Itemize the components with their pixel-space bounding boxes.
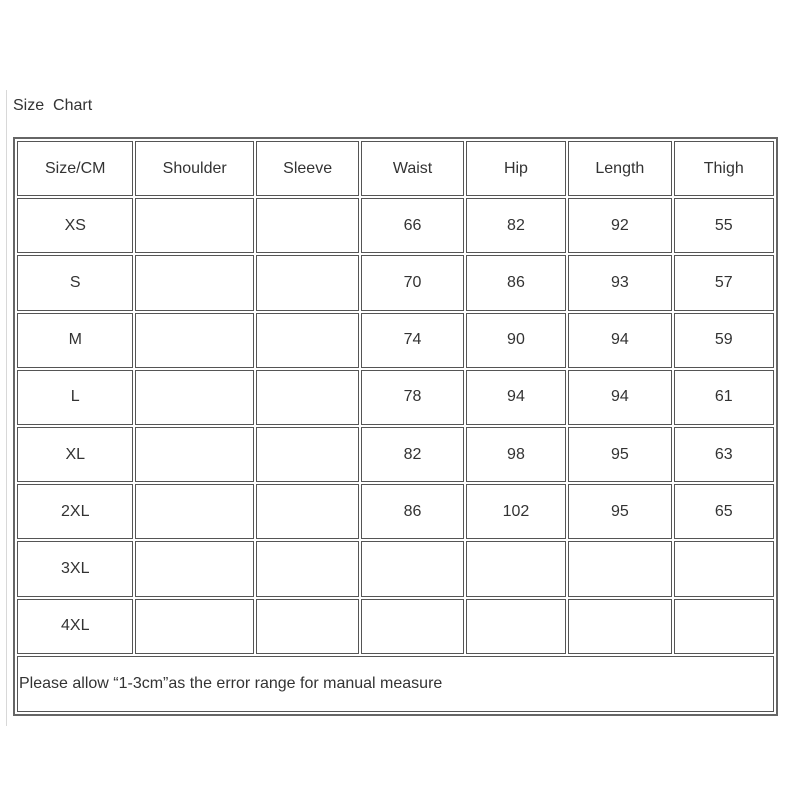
table-cell (135, 541, 253, 596)
table-row (17, 313, 774, 368)
column-header: Waist (361, 141, 463, 196)
table-cell (135, 313, 253, 368)
column-header: Length (568, 141, 671, 196)
table-cell: 90 (466, 313, 566, 368)
table-cell (135, 198, 253, 253)
table-cell: XS (17, 198, 133, 253)
table-cell: 78 (361, 370, 463, 425)
measurement-note: Please allow “1-3cm”as the error range for manual measure (17, 656, 774, 712)
table-cell: 94 (568, 313, 671, 368)
table-cell (466, 541, 566, 596)
left-divider (6, 90, 7, 726)
table-cell: L (17, 370, 133, 425)
column-header: Sleeve (256, 141, 359, 196)
table-cell: M (17, 313, 133, 368)
table-cell (361, 599, 463, 654)
table-cell (135, 484, 253, 539)
table-cell: XL (17, 427, 133, 482)
table-cell (135, 599, 253, 654)
table-row (17, 198, 774, 253)
table-cell (256, 427, 359, 482)
table-cell (256, 255, 359, 310)
page-title: Size Chart (13, 97, 93, 114)
table-cell: 57 (674, 255, 774, 310)
table-cell: 86 (361, 484, 463, 539)
table-cell: 94 (568, 370, 671, 425)
table-cell: 4XL (17, 599, 133, 654)
size-chart-table (13, 137, 778, 716)
column-header: Shoulder (135, 141, 253, 196)
table-cell: 102 (466, 484, 566, 539)
column-header: Hip (466, 141, 566, 196)
table-cell: 65 (674, 484, 774, 539)
table-cell (256, 484, 359, 539)
column-header: Size/CM (17, 141, 133, 196)
table-cell (361, 541, 463, 596)
table-cell (466, 599, 566, 654)
table-row (17, 370, 774, 425)
table-cell: 94 (466, 370, 566, 425)
table-cell: 63 (674, 427, 774, 482)
column-header: Thigh (674, 141, 774, 196)
table-cell (674, 541, 774, 596)
table-cell (568, 541, 671, 596)
table-cell: 82 (361, 427, 463, 482)
table-cell: 61 (674, 370, 774, 425)
table-header-row (17, 141, 774, 196)
table-cell (256, 599, 359, 654)
table-cell: 70 (361, 255, 463, 310)
table-row (17, 255, 774, 310)
table-cell: 66 (361, 198, 463, 253)
table-row (17, 427, 774, 482)
table-cell (256, 370, 359, 425)
table-cell: 95 (568, 427, 671, 482)
table-cell (568, 599, 671, 654)
table-note-row (17, 656, 774, 712)
table-cell: 82 (466, 198, 566, 253)
table-cell (674, 599, 774, 654)
table-cell: 55 (674, 198, 774, 253)
table-cell (256, 541, 359, 596)
table-cell: 92 (568, 198, 671, 253)
table-cell (256, 198, 359, 253)
table-row (17, 541, 774, 596)
table-cell: 86 (466, 255, 566, 310)
table-cell: 74 (361, 313, 463, 368)
table-row (17, 599, 774, 654)
table-cell (135, 255, 253, 310)
table-cell: 59 (674, 313, 774, 368)
table-cell: 98 (466, 427, 566, 482)
table-cell: 95 (568, 484, 671, 539)
table-row (17, 484, 774, 539)
table-cell: 3XL (17, 541, 133, 596)
table-cell (256, 313, 359, 368)
table-cell (135, 370, 253, 425)
table-cell: 93 (568, 255, 671, 310)
table-cell: S (17, 255, 133, 310)
table-cell (135, 427, 253, 482)
table-cell: 2XL (17, 484, 133, 539)
